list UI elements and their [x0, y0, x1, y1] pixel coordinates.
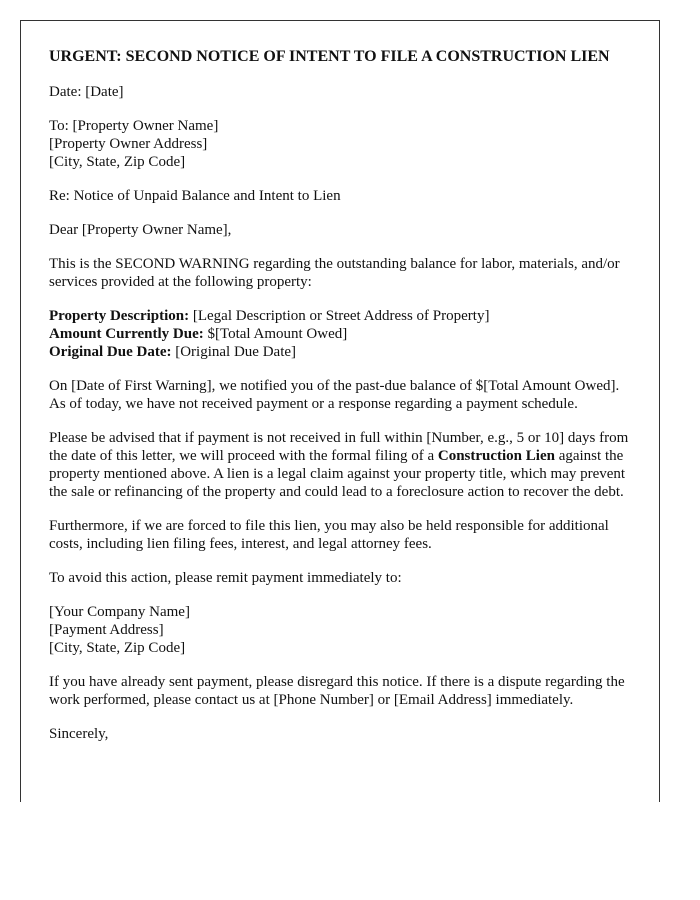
remit-block	[49, 603, 629, 657]
remit-city-state-zip: [City, State, Zip Code]	[49, 640, 186, 656]
letter-title: URGENT: SECOND NOTICE OF INTENT TO FILE A CONSTRUCTION LIEN	[49, 48, 610, 65]
recipient-address: [Property Owner Address]	[49, 136, 208, 152]
remit-company: [Your Company Name]	[49, 604, 190, 620]
intro-paragraph: This is the SECOND WARNING regarding the outstanding balance for labor, materials, and/or services provided at the following property:	[49, 256, 620, 290]
detail-property-description	[49, 307, 629, 325]
history-paragraph: On [Date of First Warning], we notified you of the past-due balance of $[Total Amount Owed]. As of today, we have not received payment or a response regarding a payment schedule.	[49, 378, 620, 412]
date-line: Date: [Date]	[49, 84, 124, 100]
recipient-name: To: [Property Owner Name]	[49, 118, 219, 134]
detail-value: [Legal Description or Street Address of Property]	[189, 308, 490, 324]
closing-note: If you have already sent payment, please disregard this notice. If there is a dispute regarding the work performed, please contact us at [Phone Number] or [Email Address] immediately.	[49, 674, 625, 708]
warning-text-before: Please be advised that if payment is not received in full within [Number, e.g., 5 or 10] days from the date of this letter, we will proceed with the formal filing of a	[49, 430, 629, 464]
costs-paragraph: Furthermore, if we are forced to file this lien, you may also be held responsible for additional costs, including lien filing fees, interest, and legal attorney fees.	[49, 518, 609, 552]
letter-page	[20, 20, 660, 802]
detail-label: Property Description:	[49, 308, 190, 324]
property-details	[49, 307, 629, 361]
remit-intro: To avoid this action, please remit payment immediately to:	[49, 570, 402, 586]
warning-bold-term: Construction Lien	[437, 448, 555, 464]
salutation: Dear [Property Owner Name],	[49, 222, 232, 238]
detail-original-due-date	[49, 343, 629, 361]
recipient-block	[49, 117, 629, 171]
detail-amount-due	[49, 325, 629, 343]
recipient-city-state-zip: [City, State, Zip Code]	[49, 154, 186, 170]
warning-text-after: against the property mentioned above. A lien is a legal claim against your property title, which may prevent the sale or refinancing of the property and could lead to a foreclosure action to recover the debt.	[49, 448, 626, 500]
detail-label: Amount Currently Due:	[49, 326, 204, 342]
detail-value: $[Total Amount Owed]	[203, 326, 348, 342]
detail-value: [Original Due Date]	[171, 344, 297, 360]
detail-label: Original Due Date:	[49, 344, 172, 360]
remit-address: [Payment Address]	[49, 622, 164, 638]
warning-paragraph	[49, 429, 629, 501]
letter-content	[49, 47, 629, 759]
re-line: Re: Notice of Unpaid Balance and Intent to Lien	[49, 188, 341, 204]
signoff: Sincerely,	[49, 726, 109, 742]
